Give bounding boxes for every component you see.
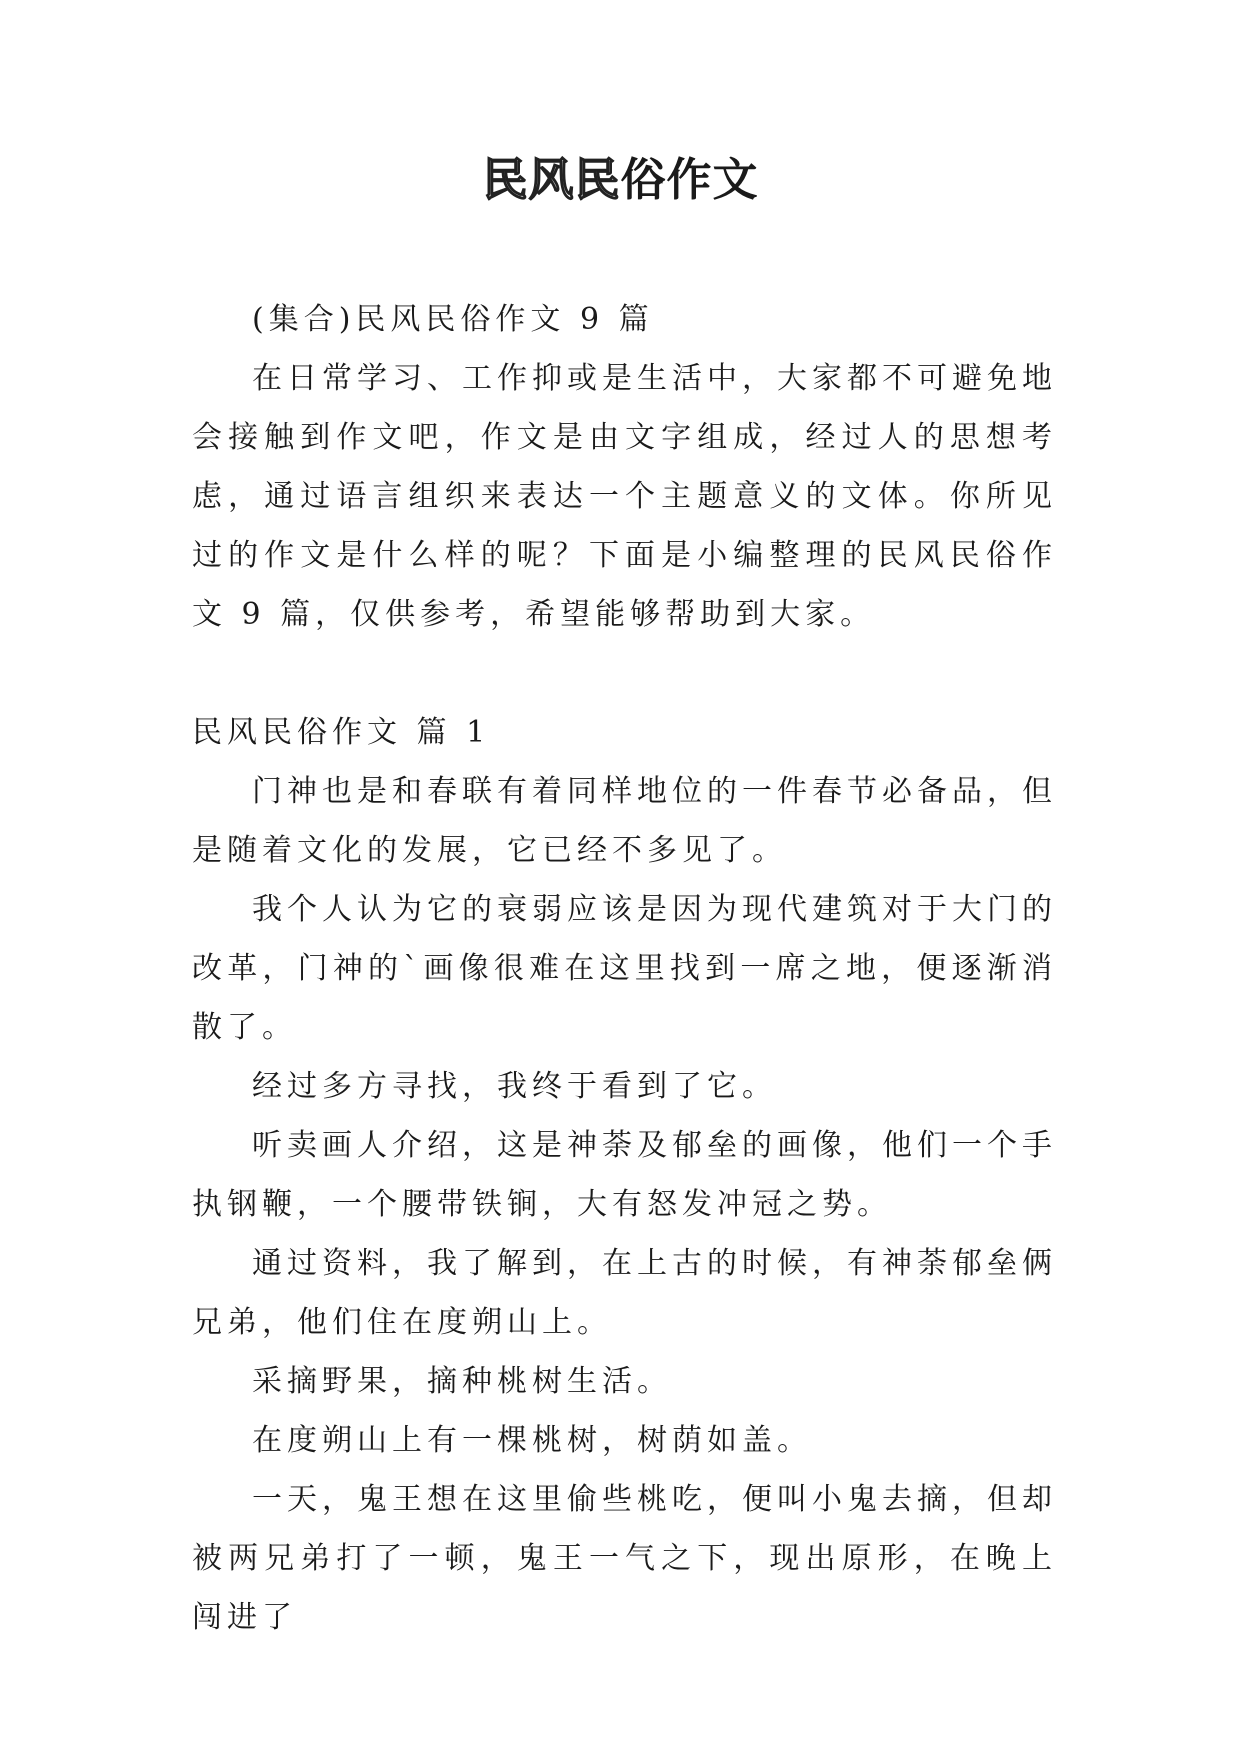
document-body [192,290,1057,1647]
section-heading: 民风民俗作文 篇 1 [192,715,491,750]
document-title-solid-part: 俗作文 [620,153,759,206]
document-title [0,150,1241,210]
section-spacer [192,644,1057,703]
body-paragraph: 门神也是和春联有着同样地位的一件春节必备品，但是随着文化的发展，它已经不多见了。 [192,774,1057,868]
intro-subtitle: (集合)民风民俗作文 9 篇 [252,302,654,337]
body-paragraph: 通过资料，我了解到，在上古的时候，有神荼郁垒俩兄弟，他们住在度朔山上。 [192,1246,1057,1340]
document-title-outlined-part: 民风民 [482,153,621,206]
body-paragraph: 在度朔山上有一棵桃树，树荫如盖。 [252,1423,812,1458]
body-paragraph: 采摘野果，摘种桃树生活。 [252,1364,672,1399]
body-paragraph: 经过多方寻找，我终于看到了它。 [252,1069,777,1104]
intro-paragraph: 在日常学习、工作抑或是生活中，大家都不可避免地会接触到作文吧，作文是由文字组成，经过人的思想考虑，通过语言组织来表达一个主题意义的文体。你所见过的作文是什么样的呢？下面是小编整理的民风民俗作文 9 篇，仅供参考，希望能够帮助到大家。 [192,361,1057,632]
body-paragraph: 我个人认为它的衰弱应该是因为现代建筑对于大门的改革，门神的`画像很难在这里找到一席之地，便逐渐消散了。 [192,892,1057,1045]
body-paragraph: 一天，鬼王想在这里偷些桃吃，便叫小鬼去摘，但却被两兄弟打了一顿，鬼王一气之下，现出原形，在晚上闯进了 [192,1482,1057,1635]
body-paragraph: 听卖画人介绍，这是神荼及郁垒的画像，他们一个手执钢鞭，一个腰带铁锏，大有怒发冲冠之势。 [192,1128,1057,1222]
